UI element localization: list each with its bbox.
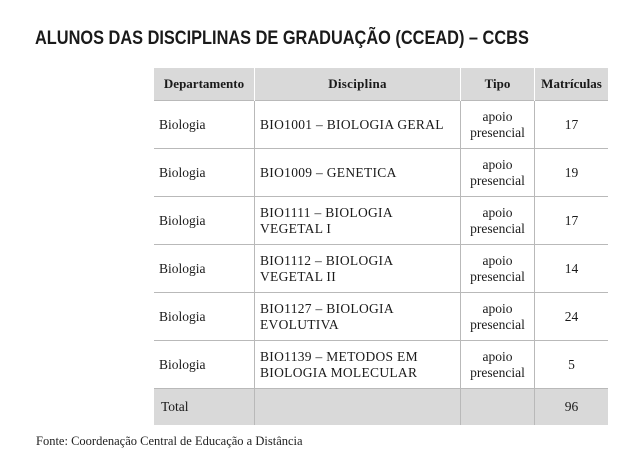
cell-tipo: apoio presencial (461, 341, 535, 389)
table-row (154, 197, 608, 245)
cell-disciplina: BIO1127 – BIOLOGIA EVOLUTIVA (255, 293, 461, 341)
header-disciplina: Disciplina (255, 68, 461, 101)
header-tipo: Tipo (461, 68, 535, 101)
table-row (154, 245, 608, 293)
cell-departamento: Biologia (154, 101, 255, 149)
table-row (154, 341, 608, 389)
cell-matriculas: 17 (535, 197, 609, 245)
header-departamento: Departamento (154, 68, 255, 101)
cell-disciplina: BIO1139 – METODOS EM BIOLOGIA MOLECULAR (255, 341, 461, 389)
table-row (154, 149, 608, 197)
cell-matriculas: 19 (535, 149, 609, 197)
cell-departamento: Biologia (154, 149, 255, 197)
cell-tipo: apoio presencial (461, 149, 535, 197)
cell-tipo: apoio presencial (461, 245, 535, 293)
cell-disciplina: BIO1112 – BIOLOGIA VEGETAL II (255, 245, 461, 293)
cell-disciplina: BIO1001 – BIOLOGIA GERAL (255, 101, 461, 149)
total-matriculas: 96 (535, 389, 609, 426)
cell-departamento: Biologia (154, 197, 255, 245)
table-row (154, 101, 608, 149)
cell-matriculas: 14 (535, 245, 609, 293)
cell-disciplina: BIO1111 – BIOLOGIA VEGETAL I (255, 197, 461, 245)
source-note: Fonte: Coordenação Central de Educação a Distância (36, 434, 303, 448)
cell-matriculas: 24 (535, 293, 609, 341)
cell-tipo: apoio presencial (461, 293, 535, 341)
page-title: ALUNOS DAS DISCIPLINAS DE GRADUAÇÃO (CCEAD) – CCBS (35, 28, 529, 49)
cell-matriculas: 5 (535, 341, 609, 389)
total-label: Total (154, 389, 255, 426)
header-matriculas: Matrículas (535, 68, 609, 101)
cell-departamento: Biologia (154, 341, 255, 389)
table-row (154, 293, 608, 341)
cell-tipo: apoio presencial (461, 197, 535, 245)
table-header-row (154, 68, 608, 101)
enrollment-table (154, 68, 608, 425)
cell-tipo: apoio presencial (461, 101, 535, 149)
cell-disciplina: BIO1009 – GENETICA (255, 149, 461, 197)
total-empty-disciplina (255, 389, 461, 426)
cell-departamento: Biologia (154, 245, 255, 293)
total-empty-tipo (461, 389, 535, 426)
cell-matriculas: 17 (535, 101, 609, 149)
cell-departamento: Biologia (154, 293, 255, 341)
table-total-row (154, 389, 608, 426)
